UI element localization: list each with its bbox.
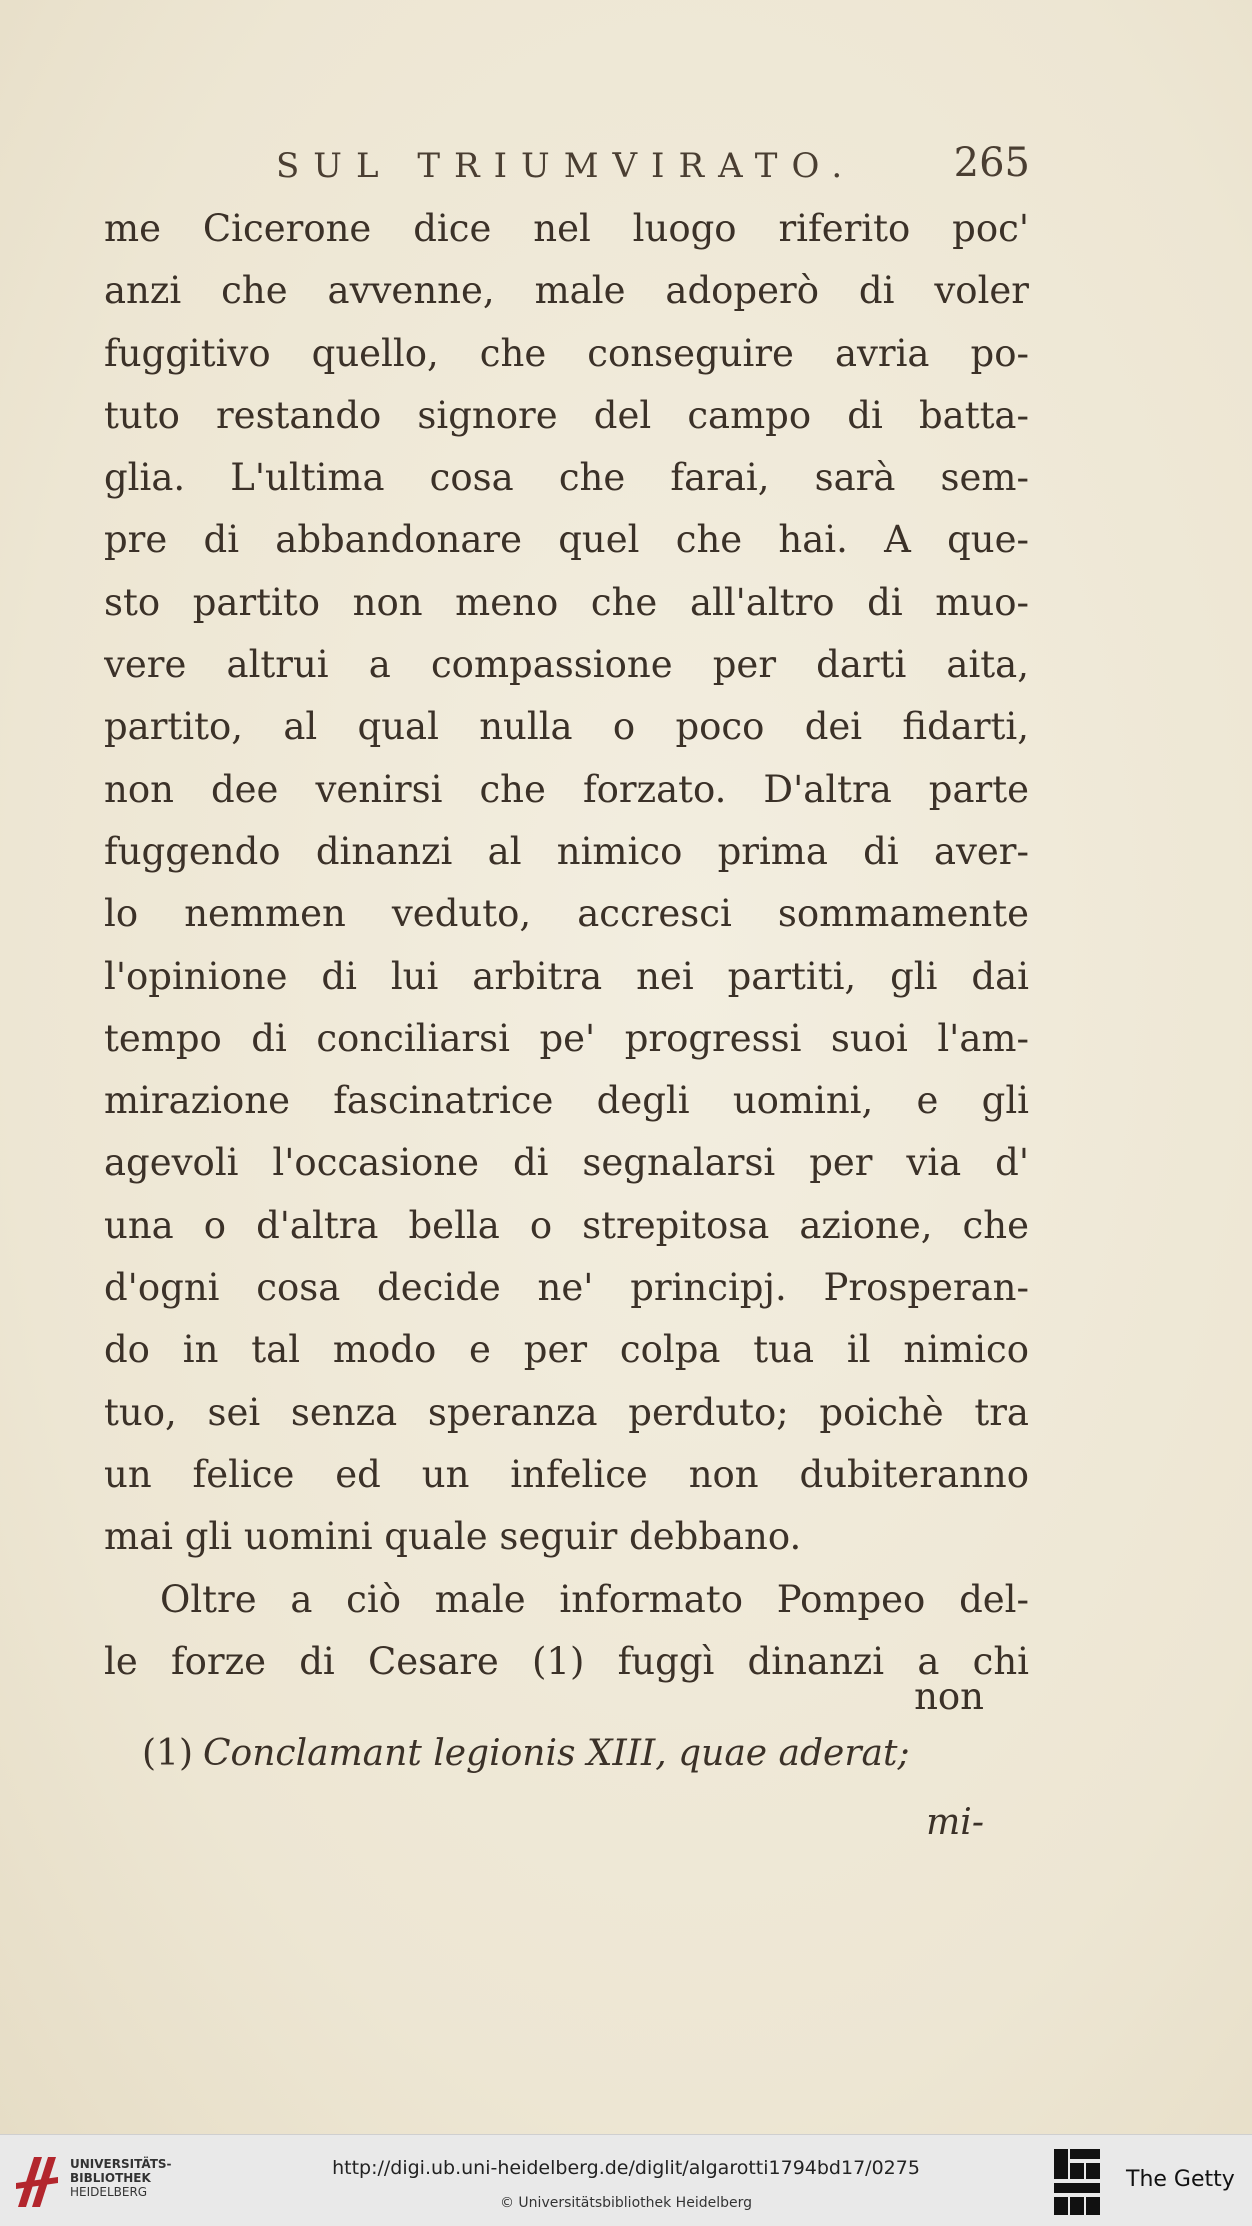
copyright-notice: © Universitätsbibliothek Heidelberg bbox=[499, 2195, 752, 2211]
text-line: le forze di Cesare (1) fuggì dinanzi a chi bbox=[104, 1639, 1029, 1683]
catchword: non bbox=[914, 1675, 984, 1718]
text-line: anzi che avvenne, male adoperò di voler bbox=[104, 269, 1029, 313]
text-line: un felice ed un infelice non dubiteranno bbox=[104, 1452, 1029, 1496]
text-line: mai gli uomini quale seguir debbano. bbox=[104, 1515, 802, 1559]
page-number: 265 bbox=[953, 140, 1030, 186]
text-line: una o d'altra bella o strepitosa azione, che bbox=[104, 1203, 1029, 1247]
footnote-text: Conclamant legionis XIII, quae aderat; bbox=[203, 1733, 910, 1774]
text-line: tuto restando signore del campo di batta- bbox=[104, 393, 1029, 437]
permalink-url[interactable]: http://digi.ub.uni-heidelberg.de/diglit/algarotti1794bd17/0275 bbox=[332, 2157, 920, 2179]
text-line: sto partito non meno che all'altro di muo- bbox=[104, 580, 1029, 624]
body-text bbox=[104, 198, 1029, 1693]
institution-name: UNIVERSITÄTS- BIBLIOTHEK HEIDELBERG bbox=[70, 2157, 172, 2199]
getty-logo-icon bbox=[1052, 2147, 1102, 2217]
footer-bar bbox=[0, 2134, 1252, 2226]
text-line: mirazione fascinatrice degli uomini, e gli bbox=[104, 1079, 1029, 1123]
text-line: tuo, sei senza speranza perduto; poichè tra bbox=[104, 1390, 1029, 1434]
text-line: partito, al qual nulla o poco dei fidarti, bbox=[104, 705, 1029, 749]
partner-name: The Getty bbox=[1126, 2167, 1235, 2192]
text-line: me Cicerone dice nel luogo riferito poc' bbox=[104, 207, 1029, 250]
text-line: tempo di conciliarsi pe' progressi suoi l'am- bbox=[104, 1016, 1029, 1060]
text-line: pre di abbandonare quel che hai. A que- bbox=[104, 518, 1029, 562]
text-line: fuggendo dinanzi al nimico prima di aver- bbox=[104, 829, 1029, 873]
running-head bbox=[100, 140, 1040, 200]
text-line: Oltre a ciò male informato Pompeo del- bbox=[160, 1577, 1029, 1621]
text-line: agevoli l'occasione di segnalarsi per via d' bbox=[104, 1141, 1029, 1185]
text-line: lo nemmen veduto, accresci sommamente bbox=[104, 892, 1029, 936]
text-line: l'opinione di lui arbitra nei partiti, gli dai bbox=[104, 954, 1029, 998]
text-line: vere altrui a compassione per darti aita, bbox=[104, 643, 1029, 687]
text-line: do in tal modo e per colpa tua il nimico bbox=[104, 1328, 1029, 1372]
text-line: fuggitivo quello, che conseguire avria po- bbox=[104, 331, 1029, 375]
running-head-title: SUL TRIUMVIRATO. bbox=[276, 146, 857, 186]
text-line: glia. L'ultima cosa che farai, sarà sem- bbox=[104, 456, 1029, 500]
footnote bbox=[142, 1733, 1042, 1774]
text-line: d'ogni cosa decide ne' principj. Prosperan- bbox=[104, 1266, 1029, 1310]
footnote-marker: (1) bbox=[142, 1733, 193, 1774]
footnote-continuation: mi- bbox=[926, 1802, 984, 1843]
text-line: non dee venirsi che forzato. D'altra parte bbox=[104, 767, 1029, 811]
